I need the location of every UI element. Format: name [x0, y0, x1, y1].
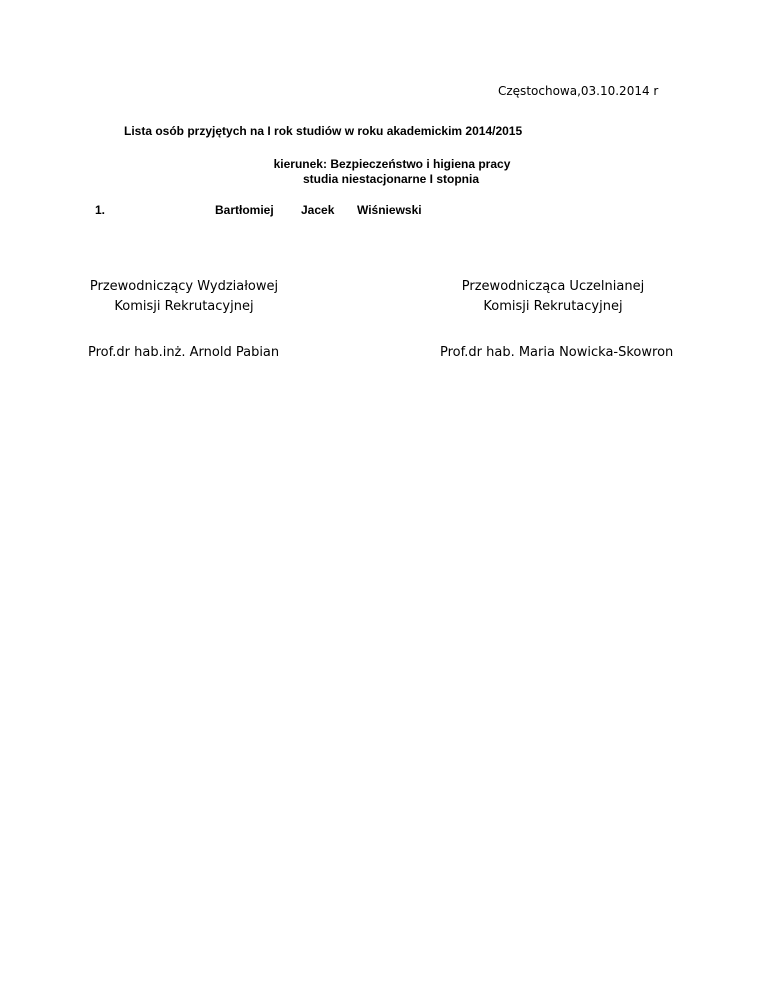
field-line-2: studia niestacjonarne I stopnia	[302, 172, 480, 186]
field-line-1: kierunek: Bezpieczeństwo i higiena pracy	[273, 157, 511, 171]
signature-block-left	[86, 277, 282, 317]
entry-number: 1.	[95, 203, 106, 217]
place-and-date: Częstochowa,03.10.2014 r	[498, 84, 659, 98]
signature-right-role-line-2: Komisji Rekrutacyjnej	[483, 299, 623, 314]
entry-second-name: Jacek	[301, 203, 335, 217]
list-title: Lista osób przyjętych na I rok studiów w roku akademickim 2014/2015	[124, 124, 523, 138]
signature-left-role-line-1: Przewodniczący Wydziałowej	[89, 279, 279, 294]
signature-left-name: Prof.dr hab.inż. Arnold Pabian	[88, 345, 280, 360]
signature-right-role-line-1: Przewodnicząca Uczelnianej	[461, 279, 645, 294]
entry-surname: Wiśniewski	[357, 203, 422, 217]
field-of-study	[0, 157, 768, 187]
entry-first-name: Bartłomiej	[215, 203, 274, 217]
signature-left-role-line-2: Komisji Rekrutacyjnej	[114, 299, 254, 314]
signature-right-name: Prof.dr hab. Maria Nowicka-Skowron	[440, 345, 674, 360]
signature-block-right	[451, 277, 655, 317]
